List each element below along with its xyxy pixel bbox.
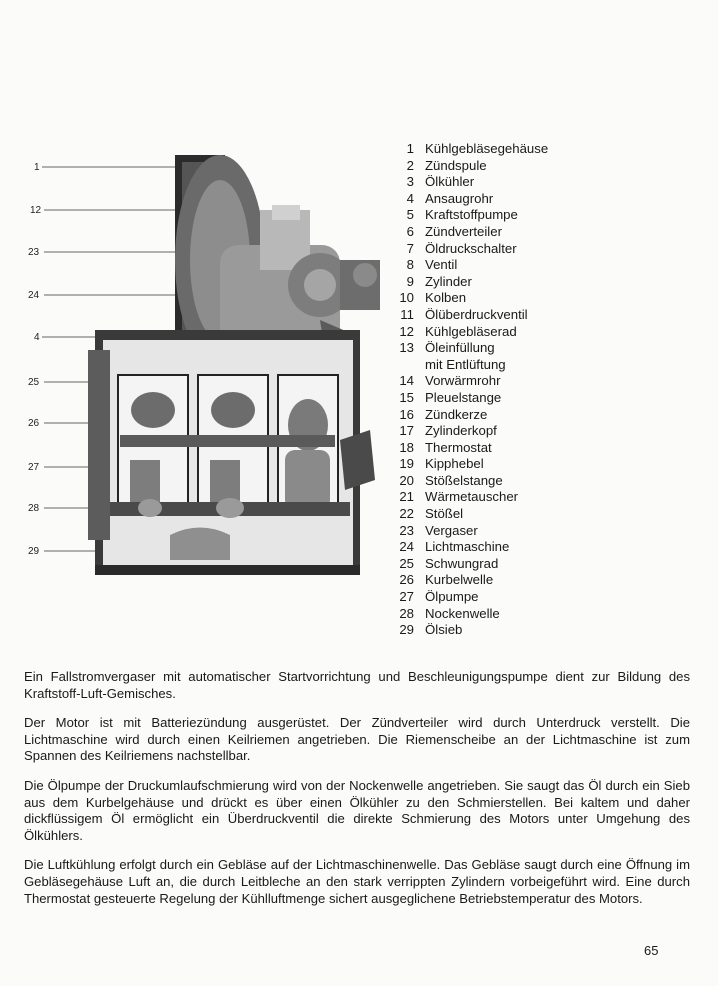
legend-item-number: 25 [399, 555, 414, 571]
engine-cutaway-illustration [20, 150, 380, 590]
legend-item [392, 489, 592, 506]
legend-item [392, 224, 592, 241]
legend-item-label: Kurbelwelle [425, 572, 494, 588]
legend-item-number: 4 [406, 190, 414, 206]
legend-item-number: 9 [406, 273, 414, 289]
legend-item-label: Lichtmaschine [425, 539, 510, 555]
legend-item [392, 473, 592, 490]
paragraph-lubrication: Die Ölpumpe der Druckumlaufschmierung wird von der Nockenwelle angetrieben. Sie saugt das Öl durch ein Sieb aus dem Kurbelgehäuse und drückt es über einen Ölkühler zu den Schmierstellen. Bei kaltem und daher dickflüssigem Öl ermöglicht ein Überdruckventil die direkte Schmierung des Motors unter Umgehung des Ölkühlers. [24, 777, 690, 843]
legend-item-number: 10 [399, 290, 414, 306]
legend-item-label: Ölsieb [425, 622, 463, 638]
callout-23: 23 [28, 247, 40, 258]
page-number: 65 [644, 943, 659, 958]
legend-item-number: 14 [399, 373, 414, 389]
legend-item-number: 18 [399, 439, 414, 455]
legend-item-number: 22 [399, 506, 414, 522]
legend-item [392, 207, 592, 224]
legend-item-label: Stößel [425, 506, 464, 522]
legend-item [392, 539, 592, 556]
legend-item-label: Zündspule [425, 157, 487, 173]
legend-item-label: Pleuelstange [425, 389, 502, 405]
legend-item [392, 572, 592, 589]
legend-item-label: Zündkerze [425, 406, 488, 422]
callout-labels [28, 162, 42, 557]
legend-item [392, 290, 592, 307]
legend-item [392, 340, 592, 357]
legend-item-number: 11 [400, 306, 414, 322]
legend-item-label: Thermostat [425, 439, 492, 455]
callout-12: 12 [30, 205, 42, 216]
legend-item-number: 2 [406, 157, 414, 173]
legend-item-label: Zylinder [425, 273, 472, 289]
legend-item-label: Kühlgebläsegehäuse [425, 141, 549, 156]
legend-item-label: Vergaser [425, 522, 478, 538]
legend-item-number: 13 [399, 340, 414, 356]
legend-item-number: 1 [406, 141, 414, 156]
legend-item [392, 440, 592, 457]
legend-item [392, 257, 592, 274]
legend-item-continuation: mit Entlüftung [425, 356, 506, 372]
legend-item-number: 17 [399, 423, 414, 439]
legend-item-label: Öleinfüllung [425, 340, 495, 356]
callout-1: 1 [34, 162, 40, 173]
legend-item-label: Ventil [425, 257, 458, 273]
legend-item-number: 7 [406, 240, 414, 256]
legend-item-label: Öldruckschalter [425, 240, 517, 256]
callout-29: 29 [28, 546, 40, 557]
paragraph-carburettor: Ein Fallstromvergaser mit automatischer Startvorrichtung und Beschleunigungspumpe dient zur Bildung des Kraftstoff-Luft-Gemisches. [24, 669, 690, 701]
legend-item-label: Kipphebel [425, 456, 484, 472]
paragraph-ignition: Der Motor ist mit Batteriezündung ausgerüstet. Der Zündverteiler wird durch Unterdruck verstellt. Die Lichtmaschine wird durch einen Keilriemen angetrieben. Die Riemenscheibe an der Lichtmaschine ist zum Spannen des Keilriemens nachstellbar. [24, 715, 690, 764]
legend-item-number: 21 [399, 489, 414, 505]
legend-item-number: 15 [399, 389, 414, 405]
legend-item-label: Kühlgebläserad [425, 323, 517, 339]
legend-item [392, 556, 592, 573]
legend-item [392, 307, 592, 324]
legend-item [392, 191, 592, 208]
legend-item [392, 174, 592, 191]
legend-item [392, 407, 592, 424]
parts-legend [392, 141, 592, 639]
legend-item-number: 3 [406, 174, 414, 190]
legend-item [392, 456, 592, 473]
legend-item-number: 12 [399, 323, 414, 339]
paragraph-cooling: Die Luftkühlung erfolgt durch ein Gebläse auf der Lichtmaschinenwelle. Das Gebläse saugt durch eine Öffnung im Gebläsegehäuse Luft an, die durch Leitbleche an den stark verrippten Zylindern vorbeigeführt wird. Eine durch Thermostat gesteuerte Regelung der Kühlluftmenge sichert ausgeglichene Betriebstemperatur des Motors. [24, 857, 690, 906]
legend-item [392, 373, 592, 390]
legend-item-number: 27 [399, 589, 414, 605]
legend-item [392, 506, 592, 523]
legend-item-number: 8 [406, 257, 414, 273]
legend-item-number: 23 [399, 522, 414, 538]
legend-item-label: Vorwärmrohr [425, 373, 501, 389]
legend-item-label: Schwungrad [425, 555, 499, 571]
callout-26: 26 [28, 418, 40, 429]
legend-item-label: Kolben [425, 290, 467, 306]
legend-item [392, 390, 592, 407]
legend-item [392, 606, 592, 623]
legend-item [392, 158, 592, 175]
legend-item-label: Kraftstoffpumpe [425, 207, 518, 223]
legend-item [392, 141, 592, 158]
legend-item-number: 29 [399, 622, 414, 638]
callout-25: 25 [28, 377, 40, 388]
legend-item-number: 24 [399, 539, 414, 555]
legend-item-label: Ölkühler [425, 174, 475, 190]
legend-item-number: 6 [406, 223, 414, 239]
legend-item-number: 16 [399, 406, 414, 422]
callout-27: 27 [28, 462, 40, 473]
legend-item-label: Stößelstange [425, 472, 503, 488]
callout-4: 4 [34, 332, 40, 343]
legend-item [392, 622, 592, 639]
legend-item-label: Nockenwelle [425, 605, 500, 621]
legend-item [392, 589, 592, 606]
legend-item-label: Ölpumpe [425, 589, 479, 605]
legend-item-number: 5 [406, 207, 414, 223]
legend-item [392, 423, 592, 440]
legend-item [392, 241, 592, 258]
legend-item-number: 26 [399, 572, 414, 588]
legend-item [392, 324, 592, 341]
legend-item-label: Zylinderkopf [425, 423, 497, 439]
legend-item-label: Ansaugrohr [425, 190, 494, 206]
legend-item [392, 274, 592, 291]
callout-28: 28 [28, 503, 40, 514]
callout-24: 24 [28, 290, 40, 301]
legend-item-number: 28 [399, 605, 414, 621]
body-text [24, 669, 690, 920]
crankcase-section [88, 330, 375, 575]
legend-item-label: Wärmetauscher [425, 489, 519, 505]
legend-item-label: Zündverteiler [425, 223, 502, 239]
legend-item-number: 19 [399, 456, 414, 472]
legend-item-label: Ölüberdruckventil [425, 306, 528, 322]
legend-item-number: 20 [399, 472, 414, 488]
legend-item [392, 523, 592, 540]
